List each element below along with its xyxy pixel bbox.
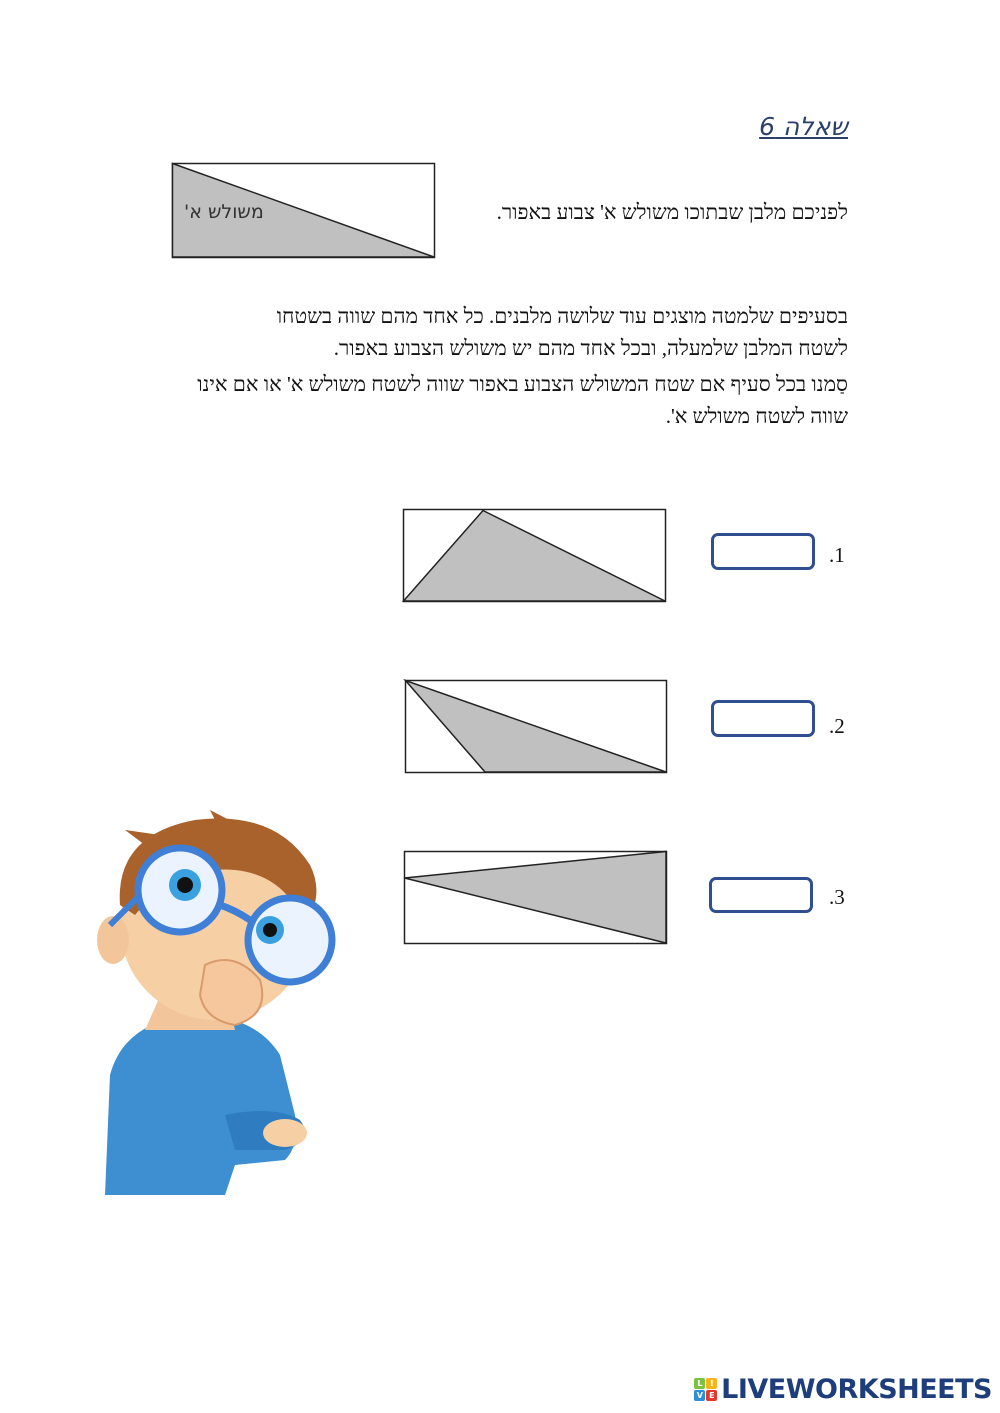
item-number-3: .3 (829, 885, 845, 909)
figure-3 (404, 851, 667, 944)
answer-box-3[interactable] (709, 877, 813, 913)
answer-box-2[interactable] (711, 700, 815, 737)
figure-1 (403, 509, 666, 602)
triangle-a-label: משולש א' (184, 201, 264, 223)
item-number-2: .2 (829, 714, 845, 738)
instructions-line-2: לשטח המלבן שלמעלה, ובכל אחד מהם יש משולש הצבוע באפור. (333, 336, 848, 360)
thinking-boy-illustration (85, 815, 340, 1195)
item-number-1: .1 (829, 543, 845, 567)
instructions-line-4: שווה לשטח משולש א'. (665, 404, 848, 428)
instructions-line-3: סַמנו בכל סעיף אם שטח המשולש הצבוע באפור שווה לשטח משולש א' או אם אינו (197, 372, 848, 396)
liveworksheets-logo (694, 1374, 992, 1405)
figure-2 (405, 680, 667, 773)
question-title: שאלה 6 (759, 112, 848, 141)
intro-text: לפניכם מלבן שבתוכו משולש א' צבוע באפור. (496, 200, 848, 224)
instructions-line-1: בסעיפים שלמטה מוצגים עוד שלושה מלבנים. כל אחד מהם שווה בשטחו (276, 304, 848, 328)
logo-text: LIVEWORKSHEETS (721, 1374, 992, 1405)
logo-blocks-icon: L I V E (694, 1378, 717, 1401)
answer-box-1[interactable] (711, 533, 815, 570)
